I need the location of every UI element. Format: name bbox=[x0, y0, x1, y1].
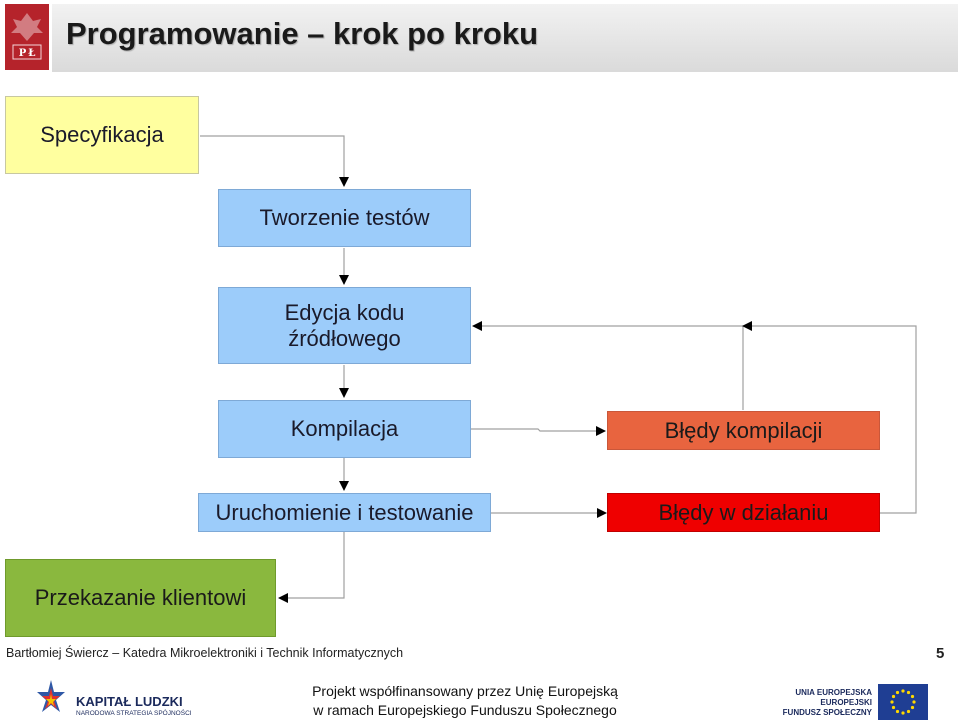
node-label: Błędy kompilacji bbox=[664, 417, 823, 443]
kapital-ludzki-star-icon bbox=[36, 678, 66, 722]
eu-line-2: EUROPEJSKI bbox=[820, 698, 872, 707]
eu-flag-stars-icon bbox=[878, 684, 928, 720]
page-number: 5 bbox=[936, 645, 945, 662]
funding-notice bbox=[300, 682, 630, 720]
node-edycja-kodu bbox=[218, 287, 471, 364]
university-logo bbox=[5, 4, 49, 70]
node-label-line2: źródłowego bbox=[288, 325, 401, 351]
node-label: Błędy w działaniu bbox=[658, 499, 829, 525]
arrow-run-to-handover bbox=[279, 532, 344, 598]
eu-line-1: UNIA EUROPEJSKA bbox=[795, 688, 872, 697]
eu-flag bbox=[878, 684, 928, 720]
node-label-line1: Edycja kodu bbox=[284, 299, 405, 325]
node-label: Przekazanie klientowi bbox=[34, 585, 247, 610]
node-label: Tworzenie testów bbox=[259, 205, 430, 230]
arrow-compile-errors-to-edit bbox=[473, 326, 743, 410]
node-tworzenie-testow bbox=[218, 189, 471, 247]
funding-line-1: Projekt współfinansowany przez Unię Europejską bbox=[312, 683, 618, 699]
funding-line-2: w ramach Europejskiego Funduszu Społecznego bbox=[313, 702, 617, 718]
node-label: Uruchomienie i testowanie bbox=[215, 499, 474, 525]
arrow-spec-to-tests bbox=[200, 136, 344, 186]
node-przekazanie bbox=[5, 559, 276, 637]
arrow-compile-to-errors bbox=[470, 429, 605, 431]
author-line: Bartłomiej Świercz – Katedra Mikroelektroniki i Technik Informatycznych bbox=[6, 646, 404, 660]
node-specyfikacja bbox=[5, 96, 199, 174]
logo-lettering: P Ł bbox=[18, 48, 36, 59]
node-label: Specyfikacja bbox=[40, 122, 164, 147]
node-label: Kompilacja bbox=[290, 416, 399, 441]
page-title: Programowanie – krok po kroku bbox=[66, 16, 539, 51]
kapital-ludzki-subtitle: NARODOWA STRATEGIA SPÓJNOŚCI bbox=[76, 710, 192, 717]
kapital-ludzki-logo bbox=[36, 678, 66, 722]
kapital-ludzki-title: KAPITAŁ LUDZKI bbox=[76, 694, 183, 709]
eu-text bbox=[760, 688, 872, 718]
node-uruchomienie bbox=[198, 493, 491, 532]
eagle-emblem-icon bbox=[7, 7, 47, 67]
node-bledy-kompilacji bbox=[607, 411, 880, 450]
eu-line-3: FUNDUSZ SPOŁECZNY bbox=[782, 708, 872, 717]
node-bledy-dzialania bbox=[607, 493, 880, 532]
node-kompilacja bbox=[218, 400, 471, 458]
